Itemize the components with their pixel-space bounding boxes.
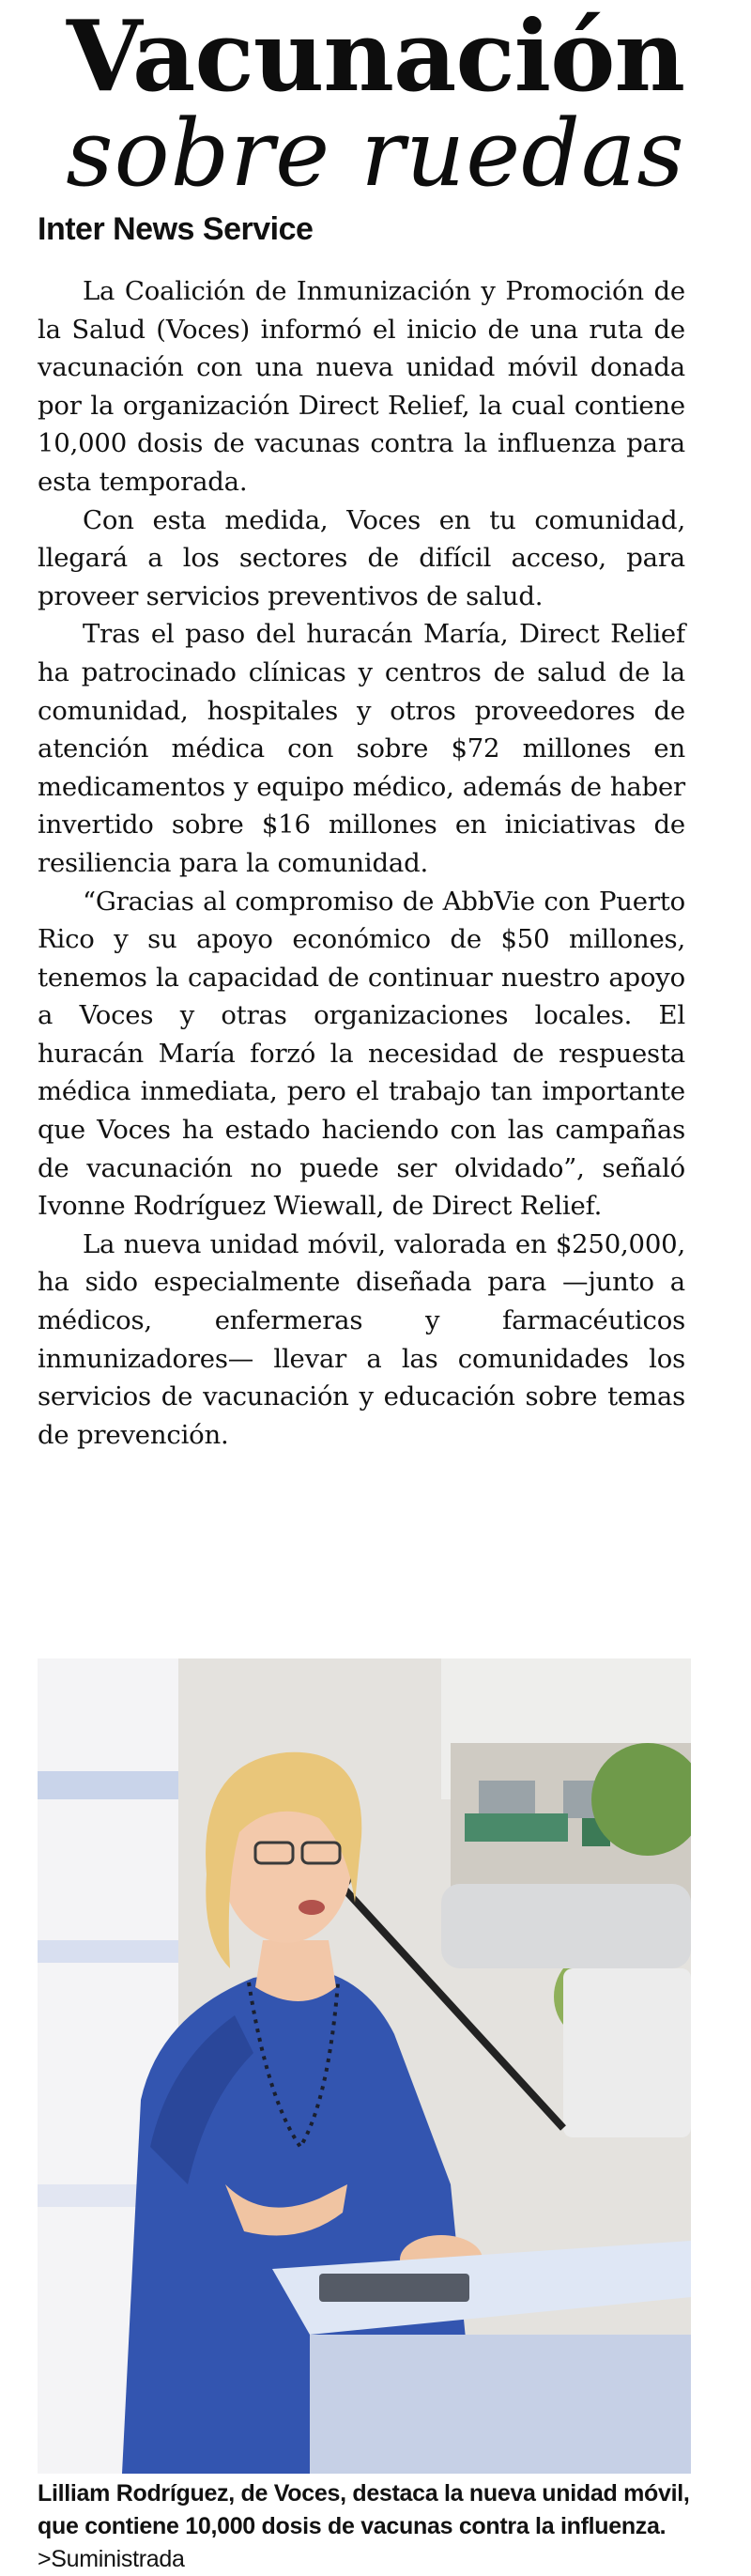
headline-title: Vacunación bbox=[66, 0, 685, 114]
photo-caption bbox=[38, 2477, 695, 2576]
headline-subtitle: sobre ruedas bbox=[66, 100, 685, 208]
photo-banner-stripe bbox=[38, 1940, 178, 1963]
caption-text: Lilliam Rodríguez, de Voces, destaca la nueva unidad móvil, que contiene 10,000 dosis de vacunas contra la influenza. bbox=[38, 2480, 690, 2539]
article-body bbox=[38, 272, 685, 1454]
photo-car bbox=[441, 1884, 691, 1968]
byline: Inter News Service bbox=[38, 211, 314, 247]
paragraph: La Coalición de Inmunización y Promoción de la Salud (Voces) informó el inicio de una ruta de vacunación con una nueva unidad móvil donada por la organización Direct Relief, la cual contiene 10,000 dosis de vacunas contra la influenza para esta temporada. bbox=[38, 276, 685, 497]
article-photo bbox=[38, 1658, 691, 2474]
photo-phone bbox=[319, 2274, 469, 2302]
paragraph: Con esta medida, Voces en tu comunidad, llegará a los sectores de difícil acceso, para proveer servicios preventivos de salud. bbox=[38, 504, 685, 611]
photo-illustration bbox=[38, 1658, 691, 2474]
photo-window bbox=[479, 1781, 535, 1818]
photo-sign bbox=[465, 1813, 568, 1842]
paragraph: Tras el paso del huracán María, Direct Relief ha patrocinado clínicas y centros de salud de la comunidad, hospitales y otros proveedores de atención médica con sobre $72 millones en medicamentos y equipo médico, además de haber invertido sobre $16 millones en iniciativas de resiliencia para la comunidad. bbox=[38, 619, 685, 878]
photo-banner-stripe bbox=[38, 1771, 178, 1799]
photo-credit: >Suministrada bbox=[38, 2546, 185, 2572]
photo-neck bbox=[255, 1940, 336, 2001]
photo-mouth bbox=[299, 1900, 325, 1915]
paragraph: “Gracias al compromiso de AbbVie con Puerto Rico y su apoyo económico de $50 millones, tenemos la capacidad de continuar nuestro apoyo a Voces y otras organizaciones locales. El huracán María forzó la necesidad de respuesta médica inmediata, pero el trabajo tan importante que Voces ha estado haciendo con las campañas de vacunación no puede ser olvidado”, señaló Ivonne Rodríguez Wiewall, de Direct Relief. bbox=[38, 886, 685, 1222]
photo-vehicle bbox=[563, 1968, 691, 2137]
paragraph: La nueva unidad móvil, valorada en $250,000, ha sido especialmente diseñada para —junto a médicos, enfermeras y farmacéuticos inmunizadores— llevar a las comunidades los servicios de vacunación y educación sobre temas de prevención. bbox=[38, 1228, 685, 1450]
photo-podium-front bbox=[310, 2335, 691, 2474]
